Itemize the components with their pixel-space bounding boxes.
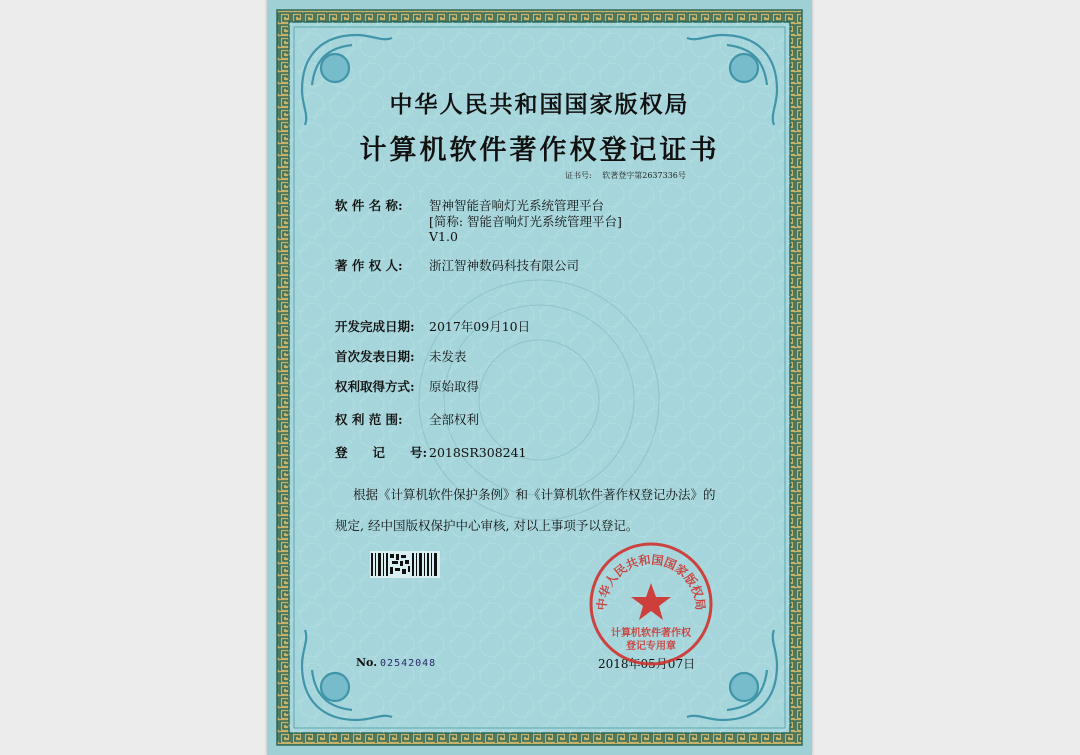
dev-date-value: 2017年09月10日 xyxy=(429,319,531,334)
scope-value: 全部权利 xyxy=(429,412,480,427)
owner-label: 著 作 权 人: xyxy=(335,258,403,273)
qr-barcode xyxy=(370,551,440,578)
certificate-number xyxy=(565,170,686,181)
certificate-number-label: 证书号: xyxy=(565,171,592,180)
issuing-authority: 中华人民共和国国家版权局 xyxy=(389,91,690,118)
reg-no-value: 2018SR308241 xyxy=(429,445,527,460)
acquire-label: 权利取得方式: xyxy=(335,379,415,394)
dev-date-row xyxy=(335,317,530,335)
dev-date-label: 开发完成日期: xyxy=(335,319,415,334)
statement-line-1: 根据《计算机软件保护条例》和《计算机软件著作权登记办法》的 xyxy=(353,487,716,502)
issue-date: 2018年05月07日 xyxy=(598,657,696,671)
acquire-row xyxy=(335,377,479,395)
serial-prefix: No. xyxy=(356,656,378,669)
seal-ring-text: 中华人民共和国国家版权局 xyxy=(594,552,708,611)
reg-no-label: 登 记 号: xyxy=(335,445,428,460)
scope-label: 权 利 范 围: xyxy=(335,412,403,427)
seal-center-line-1: 计算机软件著作权 xyxy=(611,628,691,639)
pub-date-value: 未发表 xyxy=(429,349,467,364)
reg-no-row xyxy=(335,443,527,461)
official-seal xyxy=(586,539,716,669)
certificate-paper xyxy=(267,0,812,755)
scope-row xyxy=(335,410,479,428)
certificate-number-value: 软著登字第2637336号 xyxy=(602,171,686,180)
owner-value: 浙江智神数码科技有限公司 xyxy=(429,258,580,273)
serial-number xyxy=(356,656,436,669)
software-short-name: [简称: 智能音响灯光系统管理平台] xyxy=(429,214,622,229)
pub-date-row xyxy=(335,347,467,365)
serial-value: 02542048 xyxy=(380,658,437,669)
software-version: V1.0 xyxy=(429,229,458,244)
pub-date-label: 首次发表日期: xyxy=(335,349,415,364)
certificate-title: 计算机软件著作权登记证书 xyxy=(359,135,720,166)
acquire-value: 原始取得 xyxy=(429,379,480,394)
seal-center-line-2: 登记专用章 xyxy=(626,641,676,652)
seal-star-icon xyxy=(631,583,671,620)
software-name-value: 智神智能音响灯光系统管理平台 xyxy=(429,198,605,213)
owner-row xyxy=(335,256,579,274)
statement-line-2: 规定, 经中国版权保护中心审核, 对以上事项予以登记。 xyxy=(335,518,639,533)
software-name-label: 软 件 名 称: xyxy=(335,198,403,213)
